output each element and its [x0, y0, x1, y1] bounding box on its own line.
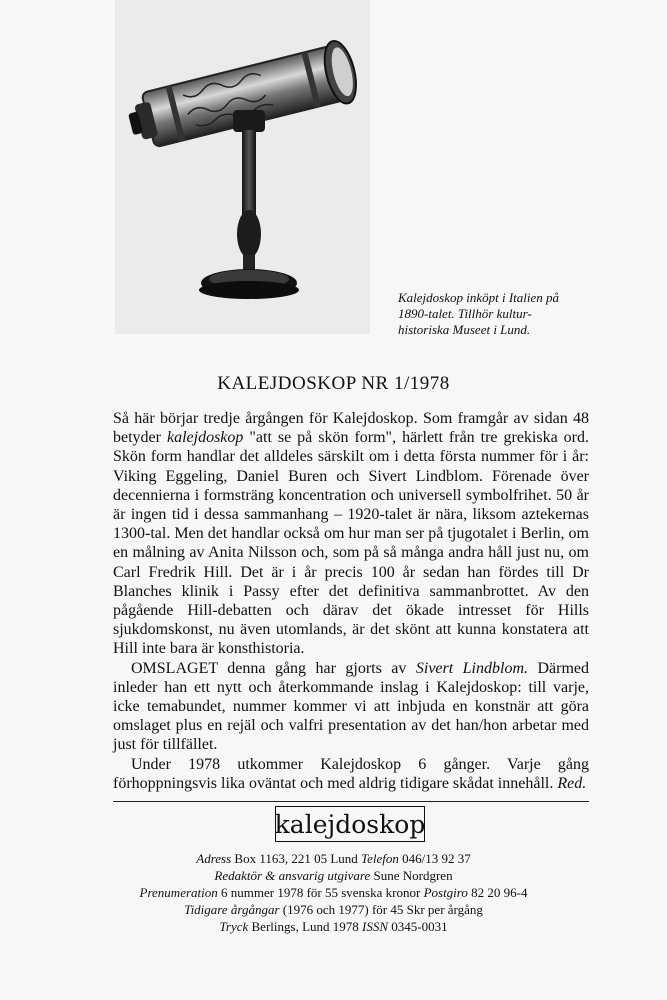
magazine-logo: kalejdoskop: [275, 806, 425, 842]
article-body: [113, 409, 589, 793]
kaleidoscope-image: [115, 0, 370, 334]
caption-line: 1890-talet. Tillhör kultur-: [398, 306, 532, 321]
colophon-address: Adress Box 1163, 221 05 Lund Telefon 046/13 92 37: [196, 851, 471, 866]
colophon-subscription: Prenumeration 6 nummer 1978 för 55 svenska kronor Postgiro 82 20 96-4: [139, 885, 528, 900]
caption-line: Kalejdoskop inköpt i Italien på: [398, 290, 560, 305]
colophon-back-issues: Tidigare årgångar (1976 och 1977) för 45 Skr per årgång: [184, 902, 483, 917]
colophon-printer: Tryck Berlings, Lund 1978 ISSN 0345-0031: [219, 919, 448, 934]
divider: [113, 801, 589, 802]
paragraph-cover: OMSLAGET denna gång har gjorts av Sivert Lindblom. Därmed inleder han ett nytt och återkommande inslag i Kalejdoskop: till varje, icke temabundet, nummer kommer vi att inbjuda en konstnär att göra omslaget plus en rejäl och valfri presentation av det han/hon arbetar med just för tillfället.: [113, 659, 589, 754]
paragraph-schedule: Under 1978 utkommer Kalejdoskop 6 gånger. Varje gång förhoppningsvis lika oväntat och med aldrig tidigare skådat innehåll. Red.: [113, 755, 589, 792]
paragraph-intro: Så här börjar tredje årgången för Kalejdoskop. Som framgår av sidan 48 betyder kalejdoskop "att se på skön form", härlett från tre grekiska ord. Skön form handlar det alldeles särskilt om i detta första nummer för i år: Viking Eggeling, Daniel Buren och Sivert Lindblom. Förenade över decennierna i formsträng koncentration och universell symbolfrihet. 50 år är ingen tid i dessa sammanhang – 1920-talet är nära, liksom aztekernas 1300-tal. Men det handlar också om hur man ser på tjugotalet i Berlin, om en målning av Anita Nilsson och, som på så många andra håll just nu, om Carl Fredrik Hill. Det är i år precis 100 år sedan han fördes till Dr Blanches klinik i Passy efter det definitiva sammanbrottet. Av den pågående Hill-debatten och därav det ökade intresset för Hills sjukdomskonst, nu även utomlands, är det skönt att kunna konstatera att Hill inte bara är konsthistoria.: [113, 410, 590, 658]
colophon-editor: Redaktör & ansvarig utgivare Sune Nordgren: [214, 868, 453, 883]
kaleidoscope-photo: [115, 0, 370, 334]
colophon: [60, 850, 607, 935]
article-heading: KALEJDOSKOP NR 1/1978: [217, 373, 450, 394]
caption-line: historiska Museet i Lund.: [398, 322, 531, 337]
photo-caption: [398, 290, 608, 338]
